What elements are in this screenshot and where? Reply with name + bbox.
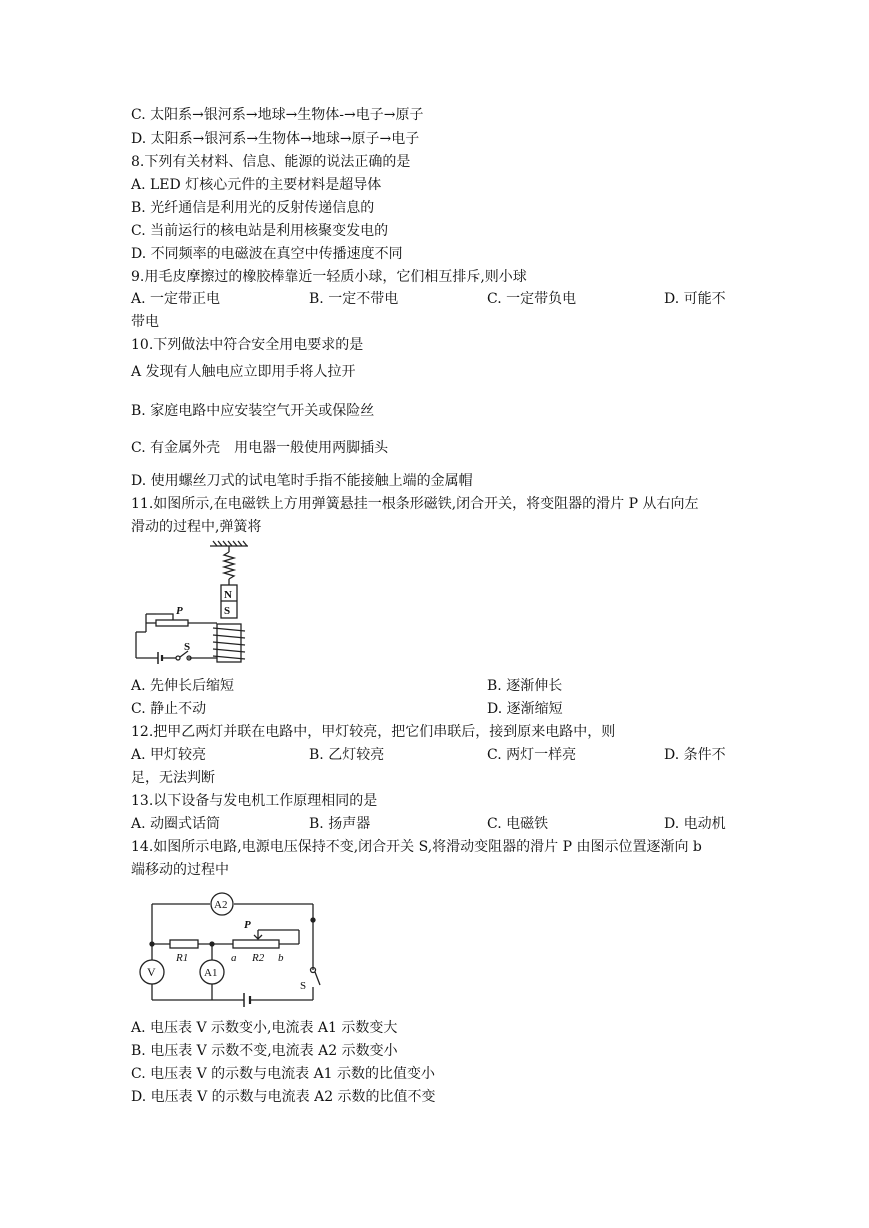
terminal-b-label: b bbox=[278, 952, 284, 964]
q9-option-d-cont: 带电 bbox=[131, 314, 159, 330]
q11-option-a: A. 先伸长后缩短 bbox=[131, 678, 235, 694]
q8-option-a: A. LED 灯核心元件的主要材料是超导体 bbox=[131, 177, 382, 193]
q11-option-c: C. 静止不动 bbox=[131, 701, 207, 717]
q11-stem-line1: 11.如图所示,在电磁铁上方用弹簧悬挂一根条形磁铁,闭合开关，将变阻器的滑片 P 从右向左 bbox=[131, 496, 699, 512]
q10-option-b: B. 家庭电路中应安装空气开关或保险丝 bbox=[131, 403, 375, 419]
q10-option-a: A 发现有人触电应立即用手将人拉开 bbox=[131, 364, 356, 380]
ammeter-a2-label: A2 bbox=[214, 899, 228, 911]
switch-s-label: S bbox=[300, 980, 307, 992]
q13-stem: 13.以下设备与发电机工作原理相同的是 bbox=[131, 793, 378, 809]
q8-stem: 8.下列有关材料、信息、能源的说法正确的是 bbox=[131, 154, 411, 170]
q8-option-d: D. 不同频率的电磁波在真空中传播速度不同 bbox=[131, 246, 403, 262]
q14-option-b: B. 电压表 V 示数不变,电流表 A2 示数变小 bbox=[131, 1043, 398, 1059]
resistor-r1-label: R1 bbox=[176, 952, 189, 964]
q12-option-b: B. 乙灯较亮 bbox=[309, 747, 385, 763]
voltmeter-v-label: V bbox=[147, 965, 156, 979]
q9-option-a: A. 一定带正电 bbox=[131, 291, 221, 307]
q7-option-d: D. 太阳系→银河系→生物体→地球→原子→电子 bbox=[131, 131, 420, 147]
q14-option-a: A. 电压表 V 示数变小,电流表 A1 示数变大 bbox=[131, 1020, 398, 1036]
q12-stem: 12.把甲乙两灯并联在电路中，甲灯较亮，把它们串联后，接到原来电路中，则 bbox=[131, 724, 616, 740]
switch-s-label: S bbox=[184, 641, 191, 653]
q14-option-d: D. 电压表 V 的示数与电流表 A2 示数的比值不变 bbox=[131, 1089, 436, 1105]
q14-stem-line2: 端移动的过程中 bbox=[131, 862, 229, 878]
q11-stem-line2: 滑动的过程中,弹簧将 bbox=[131, 519, 262, 535]
ammeter-voltmeter-circuit-figure bbox=[132, 888, 332, 1012]
q12-option-d-cont: 足，无法判断 bbox=[131, 770, 215, 786]
q11-option-b: B. 逐渐伸长 bbox=[487, 678, 563, 694]
q12-option-a: A. 甲灯较亮 bbox=[131, 747, 207, 763]
q8-option-c: C. 当前运行的核电站是利用核聚变发电的 bbox=[131, 223, 389, 239]
q13-option-b: B. 扬声器 bbox=[309, 816, 371, 832]
magnet-north-label: N bbox=[224, 589, 232, 601]
slider-p-label: P bbox=[244, 919, 251, 931]
q10-option-c: C. 有金属外壳 用电器一般使用两脚插头 bbox=[131, 440, 389, 456]
q8-option-b: B. 光纤通信是利用光的反射传递信息的 bbox=[131, 200, 375, 216]
q14-option-c: C. 电压表 V 的示数与电流表 A1 示数的比值变小 bbox=[131, 1066, 436, 1082]
q13-option-d: D. 电动机 bbox=[664, 816, 726, 832]
q13-option-c: C. 电磁铁 bbox=[487, 816, 549, 832]
terminal-a-label: a bbox=[231, 952, 237, 964]
q13-option-a: A. 动圈式话筒 bbox=[131, 816, 221, 832]
q10-stem: 10.下列做法中符合安全用电要求的是 bbox=[131, 337, 364, 353]
resistor-r2-label: R2 bbox=[252, 952, 265, 964]
q9-stem: 9.用毛皮摩擦过的橡胶棒靠近一轻质小球，它们相互排斥,则小球 bbox=[131, 269, 527, 285]
q12-option-d: D. 条件不 bbox=[664, 747, 726, 763]
q14-stem-line1: 14.如图所示电路,电源电压保持不变,闭合开关 S,将滑动变阻器的滑片 P 由图示位置逐渐向 b bbox=[131, 839, 702, 855]
q9-option-b: B. 一定不带电 bbox=[309, 291, 399, 307]
q7-option-c: C. 太阳系→银河系→地球→生物体-→电子→原子 bbox=[131, 107, 424, 123]
magnet-south-label: S bbox=[224, 605, 231, 617]
electromagnet-spring-figure bbox=[128, 540, 268, 668]
ammeter-a1-label: A1 bbox=[204, 967, 218, 979]
slider-p-label: P bbox=[176, 605, 183, 617]
q10-option-d: D. 使用螺丝刀式的试电笔时手指不能接触上端的金属帽 bbox=[131, 473, 473, 489]
q11-option-d: D. 逐渐缩短 bbox=[487, 701, 563, 717]
q12-option-c: C. 两灯一样亮 bbox=[487, 747, 577, 763]
q9-option-d: D. 可能不 bbox=[664, 291, 726, 307]
q9-option-c: C. 一定带负电 bbox=[487, 291, 577, 307]
